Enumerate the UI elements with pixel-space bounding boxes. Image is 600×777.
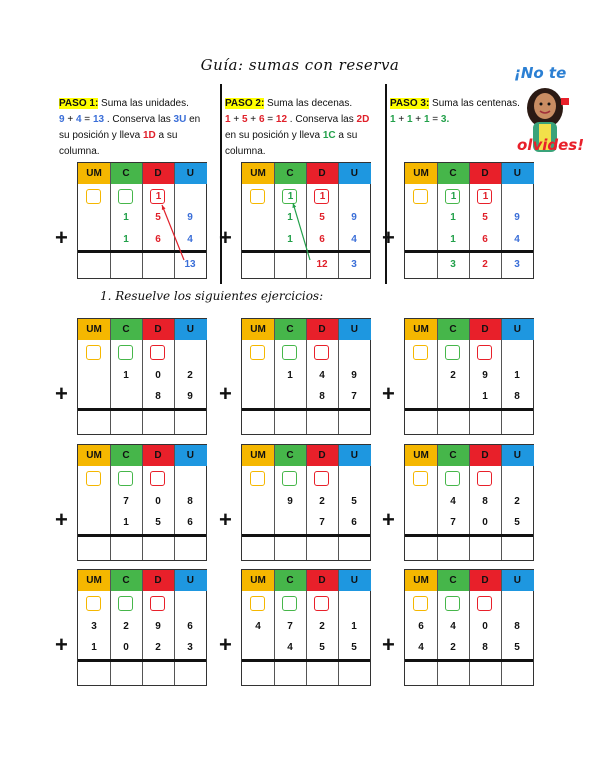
- step-3-text: PASO 3: Suma las centenas. 1 + 1 + 1 = 3.: [390, 98, 520, 125]
- addend-digit: 2: [319, 496, 325, 507]
- addend-digit: 6: [351, 517, 357, 528]
- addend-digit: 1: [482, 391, 488, 402]
- column-header-um: UM: [405, 319, 437, 340]
- carry-box: [150, 189, 165, 204]
- exercise-grid-9: [404, 569, 534, 686]
- addend-digit: 5: [319, 212, 325, 223]
- step-1-tag: PASO 1:: [59, 98, 99, 109]
- sum-line: [242, 534, 370, 537]
- addend-digit: 6: [482, 234, 488, 245]
- column-header-c: C: [437, 163, 469, 184]
- sum-line: [405, 659, 533, 662]
- column-header-u: U: [174, 570, 207, 591]
- column-header-um: UM: [405, 163, 437, 184]
- addend-digit: 1: [287, 212, 293, 223]
- example-grid-1: [77, 162, 207, 279]
- column-header-d: D: [306, 319, 338, 340]
- carry-box: [118, 189, 133, 204]
- plus-sign: +: [382, 381, 395, 406]
- column-header-um: UM: [78, 163, 110, 184]
- carry-box: [282, 596, 297, 611]
- carry-box: [445, 189, 460, 204]
- addend-digit: 8: [514, 621, 520, 632]
- addend-digit: 2: [123, 621, 129, 632]
- plus-sign: +: [219, 381, 232, 406]
- column-header-um: UM: [242, 570, 274, 591]
- addend-digit: 7: [287, 621, 293, 632]
- addend-digit: 4: [418, 642, 424, 653]
- result-digit: 13: [184, 259, 196, 270]
- addend-digit: 2: [450, 642, 456, 653]
- column-header-um: UM: [78, 445, 110, 466]
- addend-digit: 7: [450, 517, 456, 528]
- badge-line2: olvides!: [517, 136, 585, 154]
- addend-digit: 7: [123, 496, 129, 507]
- addend-digit: 5: [155, 517, 161, 528]
- column-header-c: C: [110, 570, 142, 591]
- column-header-u: U: [501, 445, 534, 466]
- column-header-um: UM: [242, 445, 274, 466]
- addend-digit: 3: [91, 621, 97, 632]
- addend-digit: 4: [450, 621, 456, 632]
- divider-1: [220, 84, 222, 284]
- sum-line: [78, 659, 206, 662]
- carry-box: [477, 471, 492, 486]
- addend-digit: 2: [187, 370, 193, 381]
- column-header-u: U: [338, 570, 371, 591]
- column-header-u: U: [174, 319, 207, 340]
- plus-sign: +: [55, 225, 68, 250]
- addend-digit: 5: [319, 642, 325, 653]
- step-3-tag: PASO 3:: [390, 98, 430, 109]
- column-header-um: UM: [242, 319, 274, 340]
- result-digit: 2: [482, 259, 488, 270]
- addend-digit: 8: [187, 496, 193, 507]
- addend-digit: 5: [514, 517, 520, 528]
- divider-2: [385, 84, 387, 284]
- example-grid-3: [404, 162, 534, 279]
- column-header-u: U: [338, 163, 371, 184]
- result-digit: 12: [316, 259, 328, 270]
- column-header-c: C: [437, 445, 469, 466]
- column-header-c: C: [274, 163, 306, 184]
- carry-box: [150, 471, 165, 486]
- column-header-d: D: [469, 570, 501, 591]
- addend-digit: 8: [482, 642, 488, 653]
- addend-digit: 5: [482, 212, 488, 223]
- addend-digit: 0: [482, 517, 488, 528]
- sum-line: [242, 408, 370, 411]
- carry-digit: 1: [450, 191, 457, 202]
- carry-digit: 1: [319, 191, 326, 202]
- addend-digit: 1: [287, 234, 293, 245]
- addend-digit: 8: [514, 391, 520, 402]
- column-header-c: C: [110, 319, 142, 340]
- column-header-d: D: [469, 163, 501, 184]
- sum-line: [242, 250, 370, 253]
- column-header-d: D: [142, 319, 174, 340]
- exercise-instruction: 1. Resuelve los siguientes ejercicios:: [100, 289, 324, 303]
- column-header-d: D: [306, 163, 338, 184]
- carry-box: [282, 189, 297, 204]
- addend-digit: 9: [514, 212, 520, 223]
- result-digit: 3: [351, 259, 357, 270]
- addend-digit: 1: [123, 517, 129, 528]
- addend-digit: 0: [482, 621, 488, 632]
- plus-sign: +: [55, 632, 68, 657]
- addend-digit: 8: [155, 391, 161, 402]
- column-header-um: UM: [242, 163, 274, 184]
- carry-box: [86, 471, 101, 486]
- addend-digit: 2: [319, 621, 325, 632]
- carry-box: [413, 471, 428, 486]
- addend-digit: 4: [255, 621, 261, 632]
- carry-box: [413, 345, 428, 360]
- sum-line: [242, 659, 370, 662]
- column-header-d: D: [306, 570, 338, 591]
- carry-box: [445, 345, 460, 360]
- addend-digit: 9: [187, 391, 193, 402]
- carry-box: [118, 471, 133, 486]
- plus-sign: +: [55, 507, 68, 532]
- column-header-d: D: [142, 445, 174, 466]
- column-header-c: C: [274, 319, 306, 340]
- addend-digit: 0: [123, 642, 129, 653]
- column-header-u: U: [338, 445, 371, 466]
- column-header-c: C: [110, 163, 142, 184]
- addend-digit: 6: [155, 234, 161, 245]
- addend-digit: 4: [319, 370, 325, 381]
- carry-box: [150, 596, 165, 611]
- addend-digit: 5: [514, 642, 520, 653]
- plus-sign: +: [219, 632, 232, 657]
- carry-box: [118, 345, 133, 360]
- addend-digit: 9: [351, 212, 357, 223]
- addend-digit: 1: [450, 212, 456, 223]
- carry-box: [445, 471, 460, 486]
- addend-digit: 1: [450, 234, 456, 245]
- plus-sign: +: [382, 632, 395, 657]
- addend-digit: 8: [319, 391, 325, 402]
- page-title: Guía: sumas con reserva: [200, 56, 400, 74]
- addend-digit: 0: [155, 496, 161, 507]
- carry-box: [250, 345, 265, 360]
- column-header-c: C: [274, 570, 306, 591]
- carry-box: [86, 189, 101, 204]
- column-header-u: U: [501, 570, 534, 591]
- column-header-u: U: [174, 445, 207, 466]
- addend-digit: 1: [123, 370, 129, 381]
- column-header-um: UM: [78, 319, 110, 340]
- result-digit: 3: [450, 259, 456, 270]
- addend-digit: 6: [187, 621, 193, 632]
- addend-digit: 2: [450, 370, 456, 381]
- column-header-d: D: [142, 570, 174, 591]
- column-header-d: D: [142, 163, 174, 184]
- addend-digit: 9: [287, 496, 293, 507]
- plus-sign: +: [219, 507, 232, 532]
- addend-digit: 6: [418, 621, 424, 632]
- column-header-um: UM: [405, 570, 437, 591]
- addend-digit: 1: [514, 370, 520, 381]
- addend-digit: 5: [351, 496, 357, 507]
- plus-sign: +: [382, 225, 395, 250]
- result-digit: 3: [514, 259, 520, 270]
- carry-box: [314, 596, 329, 611]
- addend-digit: 4: [450, 496, 456, 507]
- column-header-c: C: [110, 445, 142, 466]
- carry-box: [250, 471, 265, 486]
- plus-sign: +: [219, 225, 232, 250]
- addend-digit: 4: [187, 234, 193, 245]
- carry-box: [150, 345, 165, 360]
- column-header-d: D: [469, 319, 501, 340]
- carry-box: [314, 189, 329, 204]
- column-header-d: D: [306, 445, 338, 466]
- column-header-c: C: [437, 570, 469, 591]
- addend-digit: 9: [351, 370, 357, 381]
- sum-line: [405, 408, 533, 411]
- addend-digit: 6: [187, 517, 193, 528]
- exercise-grid-3: [404, 318, 534, 435]
- badge-line1: ¡No te: [514, 64, 567, 82]
- sum-line: [78, 534, 206, 537]
- addend-digit: 7: [351, 391, 357, 402]
- addend-digit: 9: [482, 370, 488, 381]
- addend-digit: 1: [123, 212, 129, 223]
- carry-box: [118, 596, 133, 611]
- carry-box: [314, 345, 329, 360]
- carry-box: [314, 471, 329, 486]
- example-grid-2: [241, 162, 371, 279]
- carry-box: [477, 596, 492, 611]
- carry-digit: 1: [287, 191, 294, 202]
- carry-box: [86, 345, 101, 360]
- column-header-u: U: [174, 163, 207, 184]
- addend-digit: 3: [187, 642, 193, 653]
- addend-digit: 9: [155, 621, 161, 632]
- plus-sign: +: [382, 507, 395, 532]
- addend-digit: 4: [514, 234, 520, 245]
- carry-box: [413, 596, 428, 611]
- carry-box: [282, 345, 297, 360]
- exercise-grid-1: [77, 318, 207, 435]
- exercise-grid-6: [404, 444, 534, 561]
- exercise-grid-8: [241, 569, 371, 686]
- sum-line: [405, 250, 533, 253]
- addend-digit: 1: [351, 621, 357, 632]
- column-header-u: U: [501, 319, 534, 340]
- step-1-text: PASO 1: Suma las unidades. 9 + 4 = 13 . Conserva las 3U en su posición y lleva 1D a su columna.: [59, 98, 201, 157]
- exercise-grid-4: [77, 444, 207, 561]
- carry-digit: 1: [155, 191, 162, 202]
- step-2-tag: PASO 2:: [225, 98, 265, 109]
- carry-box: [413, 189, 428, 204]
- addend-digit: 5: [351, 642, 357, 653]
- carry-box: [250, 189, 265, 204]
- addend-digit: 8: [482, 496, 488, 507]
- addend-digit: 5: [155, 212, 161, 223]
- addend-digit: 1: [287, 370, 293, 381]
- carry-box: [250, 596, 265, 611]
- addend-digit: 7: [319, 517, 325, 528]
- sum-line: [78, 408, 206, 411]
- addend-digit: 6: [319, 234, 325, 245]
- addend-digit: 1: [123, 234, 129, 245]
- column-header-d: D: [469, 445, 501, 466]
- carry-box: [86, 596, 101, 611]
- column-header-um: UM: [78, 570, 110, 591]
- column-header-um: UM: [405, 445, 437, 466]
- sum-line: [78, 250, 206, 253]
- addend-digit: 1: [91, 642, 97, 653]
- exercise-grid-7: [77, 569, 207, 686]
- addend-digit: 9: [187, 212, 193, 223]
- sum-line: [405, 534, 533, 537]
- column-header-u: U: [338, 319, 371, 340]
- column-header-u: U: [501, 163, 534, 184]
- carry-box: [445, 596, 460, 611]
- carry-box: [282, 471, 297, 486]
- step-2-text: PASO 2: Suma las decenas. 1 + 5 + 6 = 12 . Conserva las 2D en su posición y lleva 1C a su columna.: [225, 98, 370, 157]
- column-header-c: C: [274, 445, 306, 466]
- addend-digit: 2: [155, 642, 161, 653]
- exercise-grid-5: [241, 444, 371, 561]
- column-header-c: C: [437, 319, 469, 340]
- carry-box: [477, 345, 492, 360]
- plus-sign: +: [55, 381, 68, 406]
- addend-digit: 4: [287, 642, 293, 653]
- addend-digit: 4: [351, 234, 357, 245]
- carry-digit: 1: [482, 191, 489, 202]
- addend-digit: 2: [514, 496, 520, 507]
- exercise-grid-2: [241, 318, 371, 435]
- addend-digit: 0: [155, 370, 161, 381]
- carry-box: [477, 189, 492, 204]
